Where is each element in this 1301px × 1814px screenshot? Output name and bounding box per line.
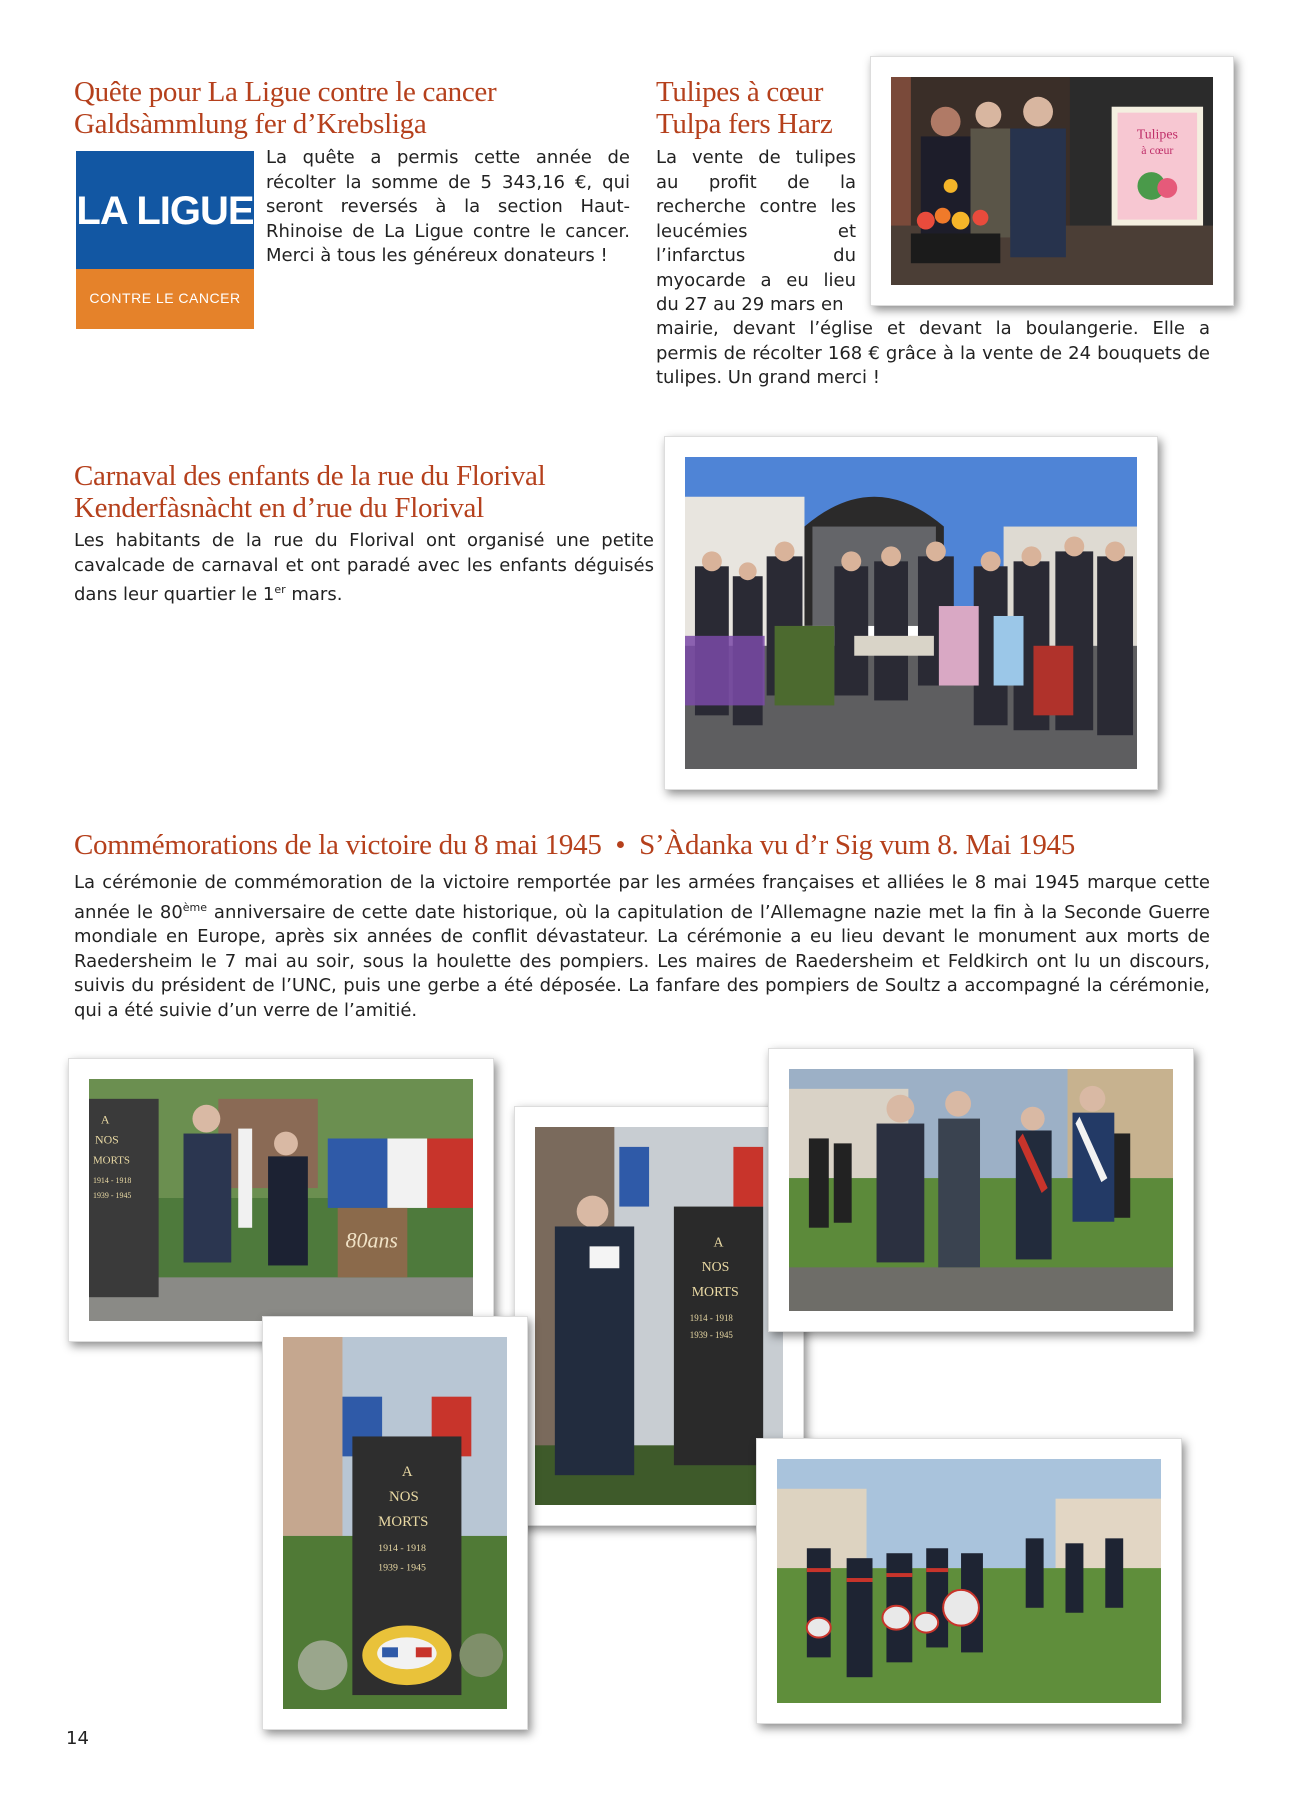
ligue-contre-le-cancer-logo — [76, 151, 254, 329]
monument-nos-2: NOS — [701, 1260, 730, 1276]
tulipes-poster-line2: à cœur — [1141, 143, 1174, 158]
tulipes-body-text-narrow: La vente de tulipes au profit de la recherche contre les leucémies et l’infarctus du myocarde a eu lieu du 27 au 29 mars en — [656, 147, 856, 315]
monument-dates1-4: 1914 - 1918 — [378, 1542, 426, 1554]
carnaval-body-post: mars. — [285, 584, 343, 605]
monument-dates1-2: 1914 - 1918 — [689, 1312, 733, 1323]
tulipes-title-fr: Tulipes à cœur — [656, 76, 824, 108]
monument-nos-4: NOS — [389, 1489, 419, 1506]
carnaval-title-alsacien: Kenderfàsnàcht en d’rue du Florival — [74, 492, 484, 524]
ligue-title-alsacien: Galdsàmmlung fer d’Krebsliga — [74, 108, 427, 140]
commemoration-photo-speakers — [68, 1058, 494, 1342]
monument-a-2: A — [713, 1235, 724, 1251]
monument-dates2-2: 1939 - 1945 — [689, 1329, 733, 1340]
commemoration-photo-monument-wreath — [262, 1316, 528, 1730]
monument-morts-4: MORTS — [378, 1513, 429, 1530]
carnaval-body-text — [74, 529, 654, 608]
tulipes-title-alsacien: Tulpa fers Harz — [656, 108, 833, 140]
monument-dates2-1: 1939 - 1945 — [92, 1191, 132, 1201]
commemoration-body-post: anniversaire de cette date historique, où la capitulation de l’Allemagne nazie met la fin à la Seconde Guerre mondiale en Europe, après six années de conflit dévastateur. La cérémonie a eu lieu devant le monument aux morts de Raedersheim le 7 mai au soir, sous la houlette des pompiers. Les maires de Raedersheim et Feldkirch ont lu un discours, suivis du président de l’UNC, puis une gerbe a été déposée. La fanfare des pompiers de Soultz a accompagné la cérémonie, qui a été suivie d’un verre de l’amitié. — [74, 901, 1210, 1021]
monument-dates1-1: 1914 - 1918 — [92, 1176, 132, 1186]
monument-morts-2: MORTS — [691, 1285, 739, 1301]
ligue-body-text: La quête a permis cette année de récolter la somme de 5 343,16 €, qui seront reversés à la section Haut-Rhinoise de La Ligue contre le cancer. Merci à tous les généreux donateurs ! — [266, 147, 630, 266]
commemoration-body-text — [74, 871, 1210, 1023]
monument-morts-1: MORTS — [92, 1154, 130, 1167]
monument-dates2-4: 1939 - 1945 — [378, 1562, 426, 1574]
logo-text-bottom: CONTRE LE CANCER — [89, 290, 241, 306]
carnaval-body-pre: Les habitants de la rue du Florival ont organisé une petite cavalcade de carnaval et ont paradé avec les enfants déguisés dans leur quartier le 1 — [74, 530, 654, 605]
monument-a-1: A — [100, 1112, 110, 1127]
tulipes-poster-line1: Tulipes — [1136, 127, 1178, 143]
commemoration-body-pre: La cérémonie de commémoration de la victoire remportée par les armées françaises et alliées le 8 mai 1945 marque cette année le 80 — [74, 872, 1210, 923]
tulipes-photo — [870, 56, 1234, 306]
sign-80-ans: 80ans — [345, 1228, 398, 1253]
commemoration-photo-officials — [768, 1048, 1194, 1332]
commemoration-photo-fanfare — [756, 1438, 1182, 1724]
tulipes-body-text-wide: mairie, devant l’église et devant la boulangerie. Elle a permis de récolter 168 € grâce à la vente de 24 bouquets de tulipes. Un grand merci ! — [656, 318, 1210, 388]
monument-nos-1: NOS — [94, 1132, 119, 1147]
carnaval-body-sup: er — [274, 583, 286, 596]
page-number: 14 — [66, 1728, 89, 1749]
carnaval-photo — [664, 436, 1158, 790]
commemoration-title: Commémorations de la victoire du 8 mai 1945 • S’Àdanka vu d’r Sig vum 8. Mai 1945 — [74, 829, 1075, 861]
logo-text-top: LA LIGUE — [76, 189, 254, 233]
monument-a-4: A — [401, 1464, 413, 1481]
carnaval-title-fr: Carnaval des enfants de la rue du Florival — [74, 460, 546, 492]
commemoration-body-sup: ème — [182, 900, 208, 914]
ligue-title-fr: Quête pour La Ligue contre le cancer — [74, 76, 497, 108]
